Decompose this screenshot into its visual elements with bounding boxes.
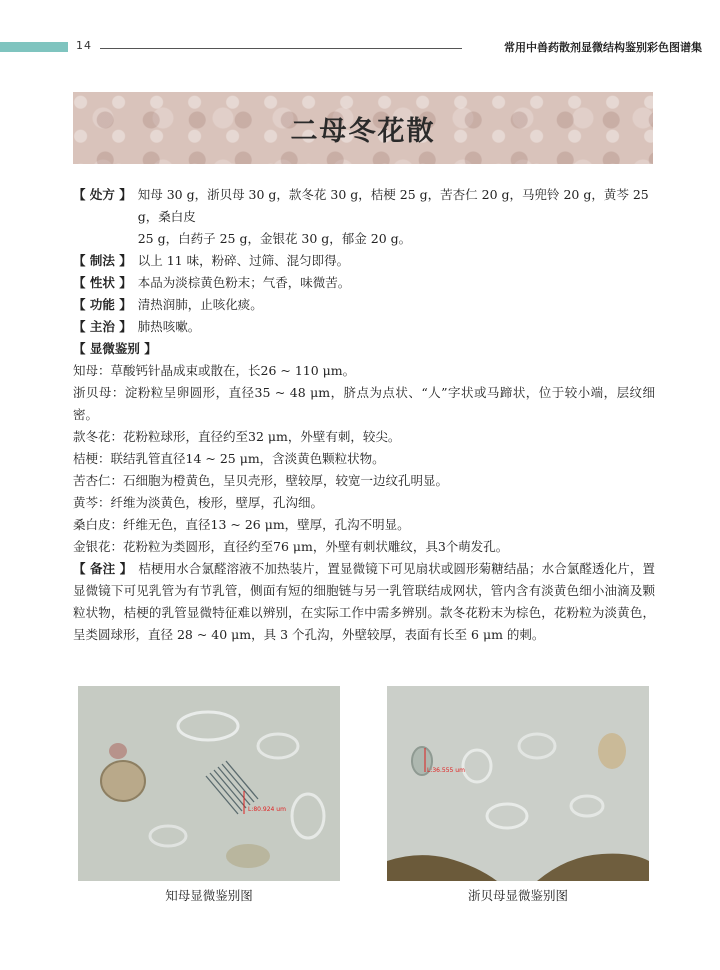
page-number: 14 bbox=[76, 39, 92, 52]
zhebeimu-micrograph bbox=[387, 686, 649, 881]
header-accent-bar bbox=[0, 42, 68, 52]
prescription-section bbox=[73, 184, 655, 250]
prescription-line-1: 知母 30 g，浙贝母 30 g，款冬花 30 g，桔梗 25 g，苦杏仁 20 g，马兜铃 20 g，黄芩 25 g，桑白皮 bbox=[137, 187, 649, 224]
remarks-section bbox=[73, 558, 655, 646]
main-content bbox=[73, 184, 655, 646]
indication-section bbox=[73, 316, 655, 338]
function-section bbox=[73, 294, 655, 316]
remarks-text: 桔梗用水合氯醛溶液不加热装片，置显微镜下可见扇状或圆形菊糖结晶；水合氯醛透化片，置显微镜下可见乳管为有节乳管，侧面有短的细胞链与另一乳管联结成网状，管内含有淡黄色细小油滴及颗粒状物，桔梗的乳管显微特征难以辨别，在实际工作中需多辨别。款冬花粉末为棕色，花粉粒为淡黄色，呈类圆球形，直径 28 ~ 40 μm，具 3 个孔沟，外壁较厚，表面有长至 6 μm 的刺。 bbox=[73, 561, 655, 642]
method-label: 【 制法 】 bbox=[73, 253, 132, 268]
function-text: 清热润肺，止咳化痰。 bbox=[137, 297, 263, 312]
method-section bbox=[73, 250, 655, 272]
microscopy-item: 苦杏仁：石细胞为橙黄色，呈贝壳形，壁较厚，较宽一边纹孔明显。 bbox=[73, 473, 449, 488]
property-section bbox=[73, 272, 655, 294]
microscopy-item: 浙贝母：淀粉粒呈卵圆形，直径35 ~ 48 μm，脐点为点状、“人”字状或马蹄状，位于较小端，层纹细密。 bbox=[73, 385, 655, 422]
function-label: 【 功能 】 bbox=[73, 297, 132, 312]
zhimu-scale-label: L:80.924 um bbox=[248, 806, 286, 813]
indication-text: 肺热咳嗽。 bbox=[137, 319, 201, 334]
microscopy-item: 桔梗：联结乳管直径14 ~ 25 μm，含淡黄色颗粒状物。 bbox=[73, 451, 385, 466]
page-title: 二母冬花散 bbox=[290, 115, 436, 147]
property-label: 【 性状 】 bbox=[73, 275, 132, 290]
zhimu-micrograph bbox=[78, 686, 340, 881]
microscopy-item-list bbox=[73, 360, 655, 558]
title-banner bbox=[73, 92, 653, 164]
book-title: 常用中兽药散剂显微结构鉴别彩色图谱集 bbox=[504, 41, 702, 54]
microscopy-item: 款冬花：花粉粒球形，直径约至32 μm，外壁有刺，较尖。 bbox=[73, 429, 401, 444]
indication-label: 【 主治 】 bbox=[73, 319, 132, 334]
microscopy-item: 桑白皮：纤维无色，直径13 ~ 26 μm，壁厚，孔沟不明显。 bbox=[73, 517, 410, 532]
microscopy-label: 【 显微鉴别 】 bbox=[73, 341, 157, 356]
zhebeimu-figure-caption: 浙贝母显微鉴别图 bbox=[467, 888, 568, 903]
microscopy-item: 黄芩：纤维为淡黄色，梭形，壁厚，孔沟细。 bbox=[73, 495, 324, 510]
microscopy-item: 金银花：花粉粒为类圆形，直径约至76 μm，外壁有刺状雕纹，具3个萌发孔。 bbox=[73, 539, 509, 554]
prescription-label: 【 处方 】 bbox=[73, 187, 132, 202]
method-text: 以上 11 味，粉碎、过筛、混匀即得。 bbox=[137, 253, 350, 268]
remarks-label: 【 备注 】 bbox=[73, 561, 133, 576]
prescription-line-2: 25 g，白药子 25 g，金银花 30 g，郁金 20 g。 bbox=[137, 231, 412, 246]
microscopy-section-heading bbox=[73, 338, 655, 360]
microscopy-item: 知母：草酸钙针晶成束或散在，长26 ~ 110 μm。 bbox=[73, 363, 356, 378]
property-text: 本品为淡棕黄色粉末；气香，味微苦。 bbox=[137, 275, 351, 290]
header-rule bbox=[100, 48, 462, 49]
zhimu-figure-caption: 知母显微鉴别图 bbox=[165, 888, 253, 903]
zhebeimu-scale-label: L:36.555 um bbox=[427, 767, 465, 774]
